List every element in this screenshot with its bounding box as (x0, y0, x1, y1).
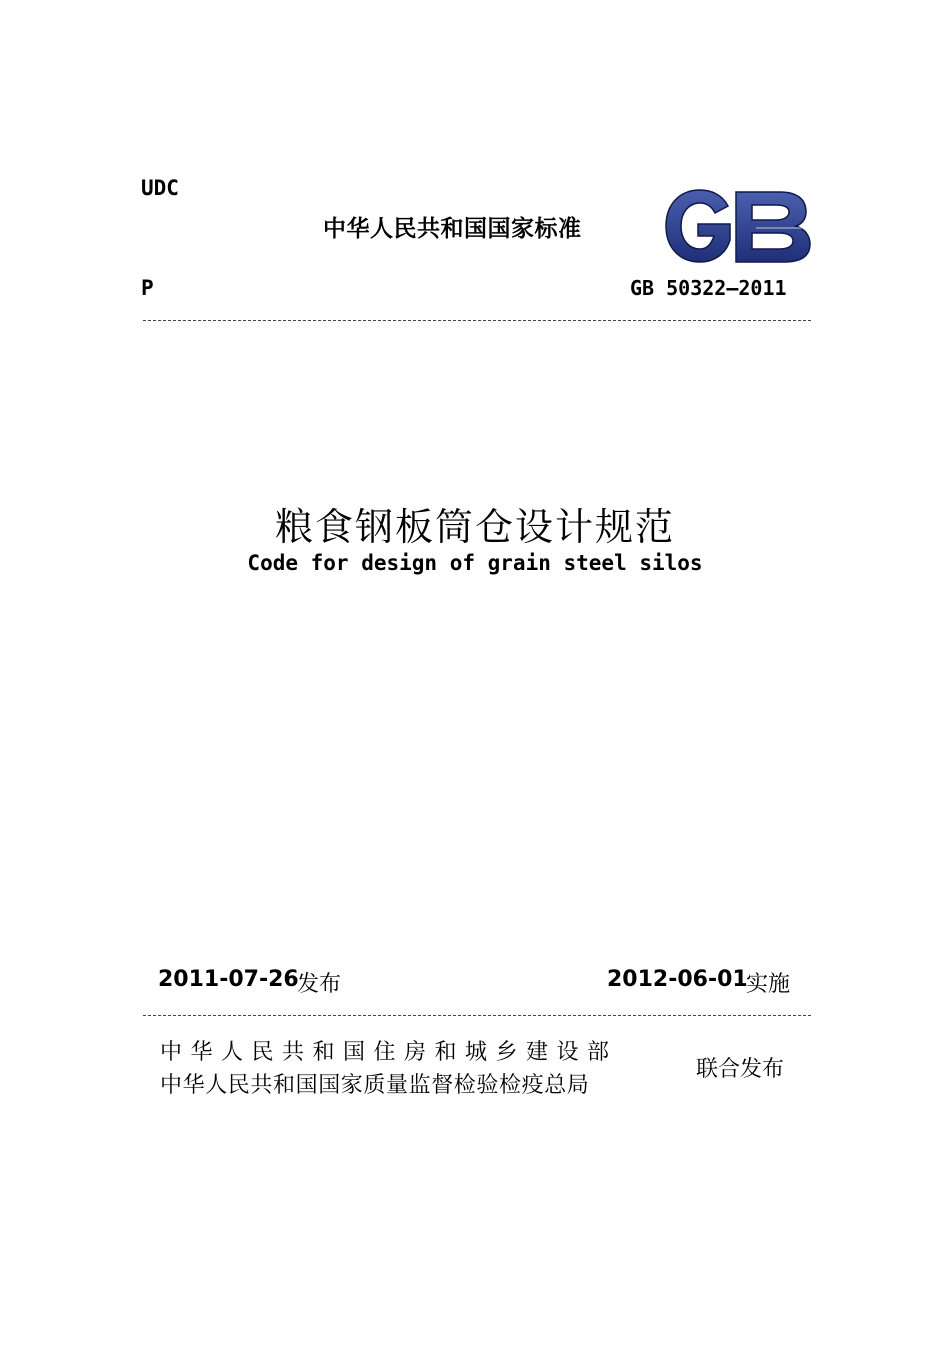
logo-letter-g (666, 190, 730, 262)
joint-issue-label: 联合发布 (696, 1057, 785, 1082)
implementation-label: 实施 (746, 972, 791, 997)
classification-code: P (141, 276, 154, 300)
issuing-department-1: 中华人民共和国住房和城乡建设部 (160, 1040, 618, 1065)
document-title-chinese: 粮食钢板筒仓设计规范 (274, 505, 675, 549)
implementation-date: 2012-06-01 (607, 967, 748, 992)
issue-label: 发布 (297, 972, 342, 997)
gb-logo (662, 188, 814, 264)
udc-label: UDC (141, 176, 179, 200)
document-title-english: Code for design of grain steel silos (247, 551, 703, 575)
divider-top (143, 320, 811, 321)
org-title: 中华人民共和国国家标准 (323, 216, 582, 242)
divider-bottom (143, 1015, 811, 1016)
issue-date: 2011-07-26 (158, 967, 299, 992)
issuing-department-2: 中华人民共和国国家质量监督检验检疫总局 (160, 1073, 590, 1098)
standard-number: GB 50322—2011 (630, 276, 787, 300)
